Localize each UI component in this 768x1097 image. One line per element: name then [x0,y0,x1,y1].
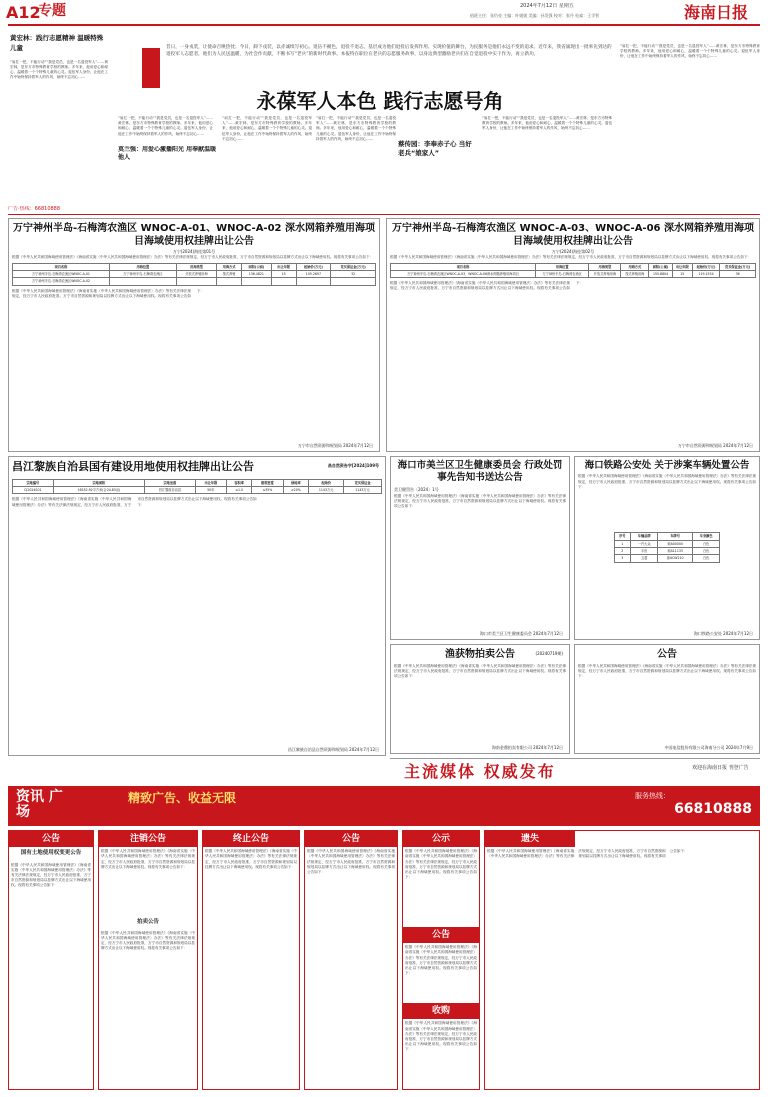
header-editors: 值班主任：张仍亮 主编：叶媛媛 美编：孙发强 校对：张丹 检索：王学智 [470,13,600,18]
notice4-title: 海口市美兰区卫生健康委员会 行政处罚事先告知书送达公告 [397,460,563,484]
notice2-subtitle: 万宁(2024)海挂第02号 [551,249,595,254]
notice1-body: 根据《中华人民共和国海域使用管理法》《海南省实施〈中华人民共和国海域使用管理法〉办法》等有关法律法规规定，经万宁市人民政府批准，万宁市自然资源和规划局以挂牌方式出让以下海域使用权。现将有关事项公告如下： [12,255,374,260]
table-row: 2 丰田 琼A11133 白色 [614,547,720,554]
feature-ribbon [142,48,160,88]
col4-body: 根据《中华人民共和国海域使用管理法》《海南省实施〈中华人民共和国海域使用管理法〉办法》等有关法律法规规定，经万宁市人民政府批准，万宁市自然资源和规划局以挂牌方式出让以下海域使用权。现将有关事项公告如下： [307,849,395,874]
col2-title: 拍卖公告 [136,919,159,926]
col5-subheading: 公告 [403,927,479,943]
col2-body: 根据《中华人民共和国海域使用管理法》《海南省实施〈中华人民共和国海域使用管理法〉办法》等有关法律法规规定，经万宁市人民政府批准，万宁市自然资源和规划局以挂牌方式出让以下海域使用权。现将有关事项公告如下： [101,849,195,869]
table-row: 万宁神州半岛-石梅湾农渔区WNOC-A-03、WNOC-A-06深水网箱养殖用海项目 万宁神州半岛-石梅湾农渔区 开放式养殖用海 筏式养殖用海 155.8804 15 119.1534 36 [391,270,756,277]
notice-changjiang-land [8,456,386,756]
feature-left-title: 黄宏林：践行志愿精神 温暖特殊儿童 [10,34,104,52]
ad-hotline-bar: 广告·热线：66810888 [8,206,61,212]
classified-motto: 精致广告、收益无限 [128,791,237,805]
notice4-footer: 海口市美兰区卫生健康委员会 2024年7月12日 [479,630,563,636]
page-header [0,0,768,26]
col5-body-2: 根据《中华人民共和国海域使用管理法》《海南省实施〈中华人民共和国海域使用管理法〉办法》等有关法律法规规定，经万宁市人民政府批准，万宁市自然资源和规划局以挂牌方式出让以下海域使用权。现将有关事项公告如下： [405,945,477,976]
table-row: 万宁神州半岛-石梅湾农渔区WNOC-A-02 [13,278,376,285]
notice2-title: 万宁神州半岛-石梅湾农渔区 WNOC-A-03、WNOC-A-06 深水网箱养殖用海项目海域使用权挂牌出让公告 [392,223,754,247]
header-rule [8,24,760,26]
classified-col-6 [484,830,760,1090]
col5-body: 根据《中华人民共和国海域使用管理法》《海南省实施〈中华人民共和国海域使用管理法〉办法》等有关法律法规规定，经万宁市人民政府批准，万宁市自然资源和规划局以挂牌方式出让以下海域使用权。现将有关事项公告如下： [405,849,477,880]
page-number: A12 [6,3,41,22]
col5-body-3: 根据《中华人民共和国海域使用管理法》《海南省实施〈中华人民共和国海域使用管理法〉办法》等有关法律法规规定，经万宁市人民政府批准，万宁市自然资源和规划局以挂牌方式出让以下海域使用权。现将有关事项公告如下： [405,1021,477,1052]
table-row: 万宁神州半岛-石梅湾农渔区WNOC-A-01 万宁神州半岛-石梅湾农渔区 开放式养殖用海 筏式养殖 136.4821 15 105.2697 32 [13,270,376,277]
feature-body-col4: “肩扛一把，不能行动”“我是党员，也是一名退役军人”……黄宏林，是东方市特殊教育学校的教师。多年来，他用爱心和耐心，温暖着一个个特殊儿童的心灵。退伍军人身份，让他在工作中始终保持着军人的作风，始终不忘初心…… [482,116,612,131]
feature-left [8,30,110,202]
notice3-table: 宗地编号 宗地面积 宗地坐落 出让年限 容积率 建筑密度 绿地率 起始价 竞买保证金 CJ2024S01 16552.92平方米(合24.83亩) 昌江黎族自治县 50年 ≤1.0 ≤35% ≥20% 1143万元 1143万元 [12,479,382,495]
notice2-footer: 万宁市自然资源和规划局 2024年7月12日 [677,442,753,448]
notice-meilan-health [390,456,570,640]
section-label: 专题 [38,3,66,19]
notice7-title: 公告 [657,649,677,660]
notice2-body: 根据《中华人民共和国海域使用管理法》《海南省实施〈中华人民共和国海域使用管理法〉办法》等有关法律法规规定，经万宁市人民政府批准，万宁市自然资源和规划局以挂牌方式出让以下海域使用权。现将有关事项公告如下： [390,255,752,260]
notice-railway-police [574,456,760,640]
table-row: 1 一汽大众 琼A00000 白色 [614,540,720,547]
col1-title: 国有土地使用权变更公告 [20,850,82,857]
notice6-body: 根据《中华人民共和国海域使用管理法》《海南省实施〈中华人民共和国海域使用管理法〉办法》等有关法律法规规定，经万宁市人民政府批准，万宁市自然资源和规划局以挂牌方式出让以下海域使用权。现将有关事项公告如下： [394,663,566,678]
notice5-footer: 海口铁路公安处 2024年7月12日 [693,630,753,636]
classified-col-3 [202,830,300,1090]
feature-body-col5: “肩扛一把，不能行动”“我是党员，也是一名退役军人”……黄宏林，是东方市特殊教育学校的教师。多年来，他用爱心和耐心，温暖着一个个特殊儿童的心灵。退伍军人身份，让他在工作中始终保持着军人的作风，始终不忘初心…… [620,44,760,59]
notice3-title: 昌江黎族自治县国有建设用地使用权挂牌出让公告 [12,460,254,473]
col1-heading: 公告 [9,831,93,847]
col3-body: 根据《中华人民共和国海域使用管理法》《海南省实施〈中华人民共和国海域使用管理法〉办法》等有关法律法规规定，经万宁市人民政府批准，万宁市自然资源和规划局以挂牌方式出让以下海域使用权。现将有关事项公告如下： [205,849,297,869]
col1-body: 根据《中华人民共和国海域使用管理法》《海南省实施〈中华人民共和国海域使用管理法〉办法》等有关法律法规规定，经万宁市人民政府批准，万宁市自然资源和规划局以挂牌方式出让以下海域使用权。现将有关事项公告如下： [11,862,91,888]
notice1-table: 项目名称 用海位置 用海类型 用海方式 面积(公顷) 出让年限 起始价(万元) 竞买保证金(万元) 万宁神州半岛-石梅湾农渔区WNOC-A-01 万宁神州半岛-石梅湾农渔区 开放式养殖用海 筏式养殖 136.4821 15 105.2697 32 万宁神州半岛-石梅湾农渔区WNOC-A-02 [12,263,376,286]
notice1-body-more: 根据《中华人民共和国海域使用管理法》《海南省实施〈中华人民共和国海域使用管理法〉办法》等有关法律法规规定，经万宁市人民政府批准，万宁市自然资源和规划局以挂牌方式出让以下海域使用权。现将有关事项公告如下： [12,288,205,298]
col5-subheading-2: 收购 [403,1003,479,1019]
notice-telecom [574,644,760,754]
feature-body-col: “肩扛一把，不能行动”“我是党员，也是一名退役军人”……黄宏林，是东方市特殊教育学校的教师。多年来，他用爱心和耐心，温暖着一个个特殊儿童的心灵。退伍军人身份，让他在工作中始终保持着军人的作风，始终不忘初心…… [118,116,213,136]
notice1-subtitle: 万宁(2024)海挂第01号 [172,249,216,254]
table-row: 3 五菱 琼ACW210 白色 [614,555,720,562]
notice-wnoc-03-06 [386,218,760,452]
notice5-body: 根据《中华人民共和国海域使用管理法》《海南省实施〈中华人民共和国海域使用管理法〉办法》等有关法律法规规定，经万宁市人民政府批准，万宁市自然资源和规划局以挂牌方式出让以下海域使用权。现将有关事项公告如下： [578,474,756,489]
col6-body: 根据《中华人民共和国海域使用管理法》《海南省实施〈中华人民共和国海域使用管理法〉办法》等有关法律法规规定，经万宁市人民政府批准，万宁市自然资源和规划局以挂牌方式出让以下海域使用权。现将有关事项公告如下： [487,849,688,859]
classified-hotline-label: 服务热线： [635,792,670,800]
notice2-table: 项目名称 用海位置 用海类型 用海方式 面积(公顷) 出让年限 起始价(万元) 竞买保证金(万元) 万宁神州半岛-石梅湾农渔区WNOC-A-03、WNOC-A-06深水网箱养殖用海项目 万宁神州半岛-石梅湾农渔区 开放式养殖用海 筏式养殖用海 155.8804 15 119.1534 36 [390,263,756,279]
notice5-table: 序号 车辆品牌 车牌号 车身颜色 1 一汽大众 琼A00000 白色 2 丰田 琼A11133 白色 3 五菱 琼ACW210 白色 [614,532,721,562]
col2-body-2: 根据《中华人民共和国海域使用管理法》《海南省实施〈中华人民共和国海域使用管理法〉办法》等有关法律法规规定，经万宁市人民政府批准，万宁市自然资源和规划局以挂牌方式出让以下海域使用权。现将有关事项公告如下： [101,930,195,951]
notice7-body: 根据《中华人民共和国海域使用管理法》《海南省实施〈中华人民共和国海域使用管理法〉办法》等有关法律法规规定，经万宁市人民政府批准，万宁市自然资源和规划局以挂牌方式出让以下海域使用权。现将有关事项公告如下： [578,663,756,678]
classified-col-2 [98,830,198,1090]
feature-headline: 永葆军人本色 践行志愿号角 [256,89,504,113]
notice3-footer: 昌江黎族自治县自然资源和规划局 2024年7月12日 [287,746,379,752]
notice7-footer: 中国电信股份有限公司海南分公司 2024年7月9日 [664,744,753,750]
notice2-body-more: 根据《中华人民共和国海域使用管理法》《海南省实施〈中华人民共和国海域使用管理法〉办法》等有关法律法规规定，经万宁市人民政府批准，万宁市自然资源和规划局以挂牌方式出让以下海域使用权。现将有关事项公告如下： [390,281,584,291]
col3-heading: 终止公告 [203,831,299,847]
classified-col-4 [304,830,398,1090]
feature-left-body: “肩扛一把，不能行动”“我是党员，也是一名退役军人”……黄宏林，是东方市特殊教育学校的教师。多年来，他用爱心和耐心，温暖着一个个特殊儿童的心灵。退伍军人身份，让他在工作中始终保持着军人的作风，始终不忘初心…… [10,59,108,80]
notice4-code: 美卫健罚告〔2024〕1号 [394,486,439,492]
ad-bar-rule [8,214,760,215]
notice3-code: 昌自然资告字[2024]109号 [327,463,379,468]
classified-hotline: 66810888 [674,801,752,817]
classified-banner [8,786,760,826]
feature-body-col2: “肩扛一把，不能行动”“我是党员，也是一名退役军人”……黄宏林，是东方市特殊教育学校的教师。多年来，他用爱心和耐心，温暖着一个个特殊儿童的心灵。退伍军人身份，让他在工作中始终保持着军人的作风，始终不忘初心…… [222,116,312,141]
banner-slogan: 主流媒体 权威发布 [404,762,556,781]
classified-col-1 [8,830,94,1090]
notice3-body: 根据《中华人民共和国海域使用管理法》《海南省实施〈中华人民共和国海域使用管理法〉办法》等有关法律法规规定，经万宁市人民政府批准，万宁市自然资源和规划局以挂牌方式出让以下海域使用权。现将有关事项公告如下： [12,497,257,507]
notice-fish-auction [390,644,570,754]
col2-heading: 注销公告 [99,831,197,847]
feature-sub1: 莫兰强：用爱心激播阳光 用奉献温暖他人 [118,146,217,162]
col6-heading: 遗失 [485,831,575,847]
classified-brand: 资讯 广场 [16,789,63,821]
header-date: 2024年7月12日 星期五 [520,3,574,9]
feature-sub2: 蔡传园：李奉赤子心 当好老兵“娘家人” [398,140,472,157]
notice6-code: (20240719期) [535,651,563,656]
feature-intro: 昔日，一身戎装，让使命召唤热忱；今日，卸下戎装，以赤诚续写初心。退伍不褪色，退役不退志，基层成为他们退役后发挥作用、实现价值的舞台，为民服务是他们永远不变的追求。近年来，我省涌现出一批率先到达的退役军人志愿者，他们为人民送温暖，为社会作贡献，不断书写“老兵”的新时代故事。本报特在职位在老兵的志愿服务故事，以身边典型激励老兵们在自觉退役中实干作为，再立新功。 [166,45,612,58]
notice1-title: 万宁神州半岛-石梅湾农渔区 WNOC-A-01、WNOC-A-02 深水网箱养殖用海项目海域使用权挂牌出让公告 [13,223,375,247]
masthead: 海南日报 [684,3,749,22]
notice5-title: 海口铁路公安处 关于涉案车辆处置公告 [584,460,750,471]
notice4-body: 根据《中华人民共和国海域使用管理法》《海南省实施〈中华人民共和国海域使用管理法〉办法》等有关法律法规规定，经万宁市人民政府批准，万宁市自然资源和规划局以挂牌方式出让以下海域使用权。现将有关事项公告如下： [394,494,566,509]
notice1-footer: 万宁市自然资源和规划局 2024年7月12日 [297,442,373,448]
notice6-footer: 海南金鼎拍卖有限公司 2024年7月12日 [491,744,563,750]
feature-body-col3: “肩扛一把，不能行动”“我是党员，也是一名退役军人”……黄宏林，是东方市特殊教育学校的教师。多年来，他用爱心和耐心，温暖着一个个特殊儿童的心灵。退伍军人身份，让他在工作中始终保持着军人的作风，始终不忘初心…… [316,116,396,141]
classified-col-5 [402,830,480,1090]
table-row: CJ2024S01 16552.92平方米(合24.83亩) 昌江黎族自治县 50年 ≤1.0 ≤35% ≥20% 1143万元 1143万元 [13,487,382,494]
col4-heading: 公告 [305,831,397,847]
notice-wnoc-01-02 [8,218,380,452]
media-banner [390,758,760,782]
col5-heading: 公示 [403,831,479,847]
notice6-title: 渔获物拍卖公告 [445,649,515,660]
banner-note: 欢迎在海南日报 刊登广告 [692,765,749,771]
